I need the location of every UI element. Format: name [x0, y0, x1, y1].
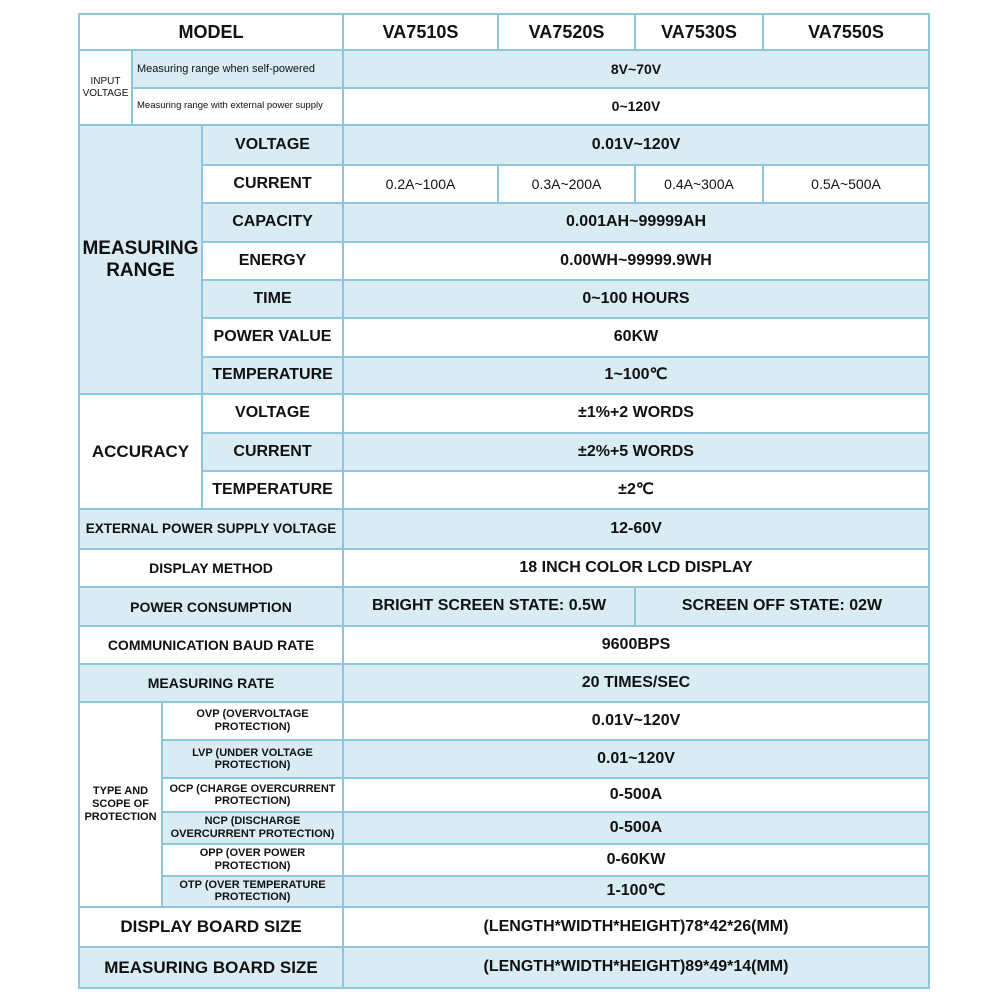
mr-energy-row: [79, 242, 929, 280]
ovp-label: OVP (OVERVOLTAGE PROTECTION): [162, 702, 343, 740]
mr-current-va7510s: 0.2A~100A: [343, 165, 498, 203]
external-supply-label: Measuring range with external power supply: [132, 88, 343, 125]
ocp-value: 0-500A: [343, 778, 929, 811]
self-powered-label: Measuring range when self-powered: [132, 50, 343, 87]
mr-voltage-row: [79, 125, 929, 164]
lvp-label: LVP (UNDER VOLTAGE PROTECTION): [162, 740, 343, 778]
display-method-value: 18 INCH COLOR LCD DISPLAY: [343, 549, 929, 587]
self-powered-value: 8V~70V: [343, 50, 929, 87]
acc-temperature-value: ±2℃: [343, 471, 929, 509]
display-board-label: DISPLAY BOARD SIZE: [79, 907, 343, 947]
mr-current-row: [79, 165, 929, 203]
mr-power-value: 60KW: [343, 318, 929, 356]
otp-value: 1-100℃: [343, 876, 929, 907]
acc-voltage-label: VOLTAGE: [202, 394, 343, 432]
input-voltage-label: INPUT VOLTAGE: [79, 50, 132, 125]
mr-energy-value: 0.00WH~99999.9WH: [343, 242, 929, 280]
mr-current-va7530s: 0.4A~300A: [635, 165, 763, 203]
ncp-row: [79, 812, 929, 844]
display-method-label: DISPLAY METHOD: [79, 549, 343, 587]
opp-label: OPP (OVER POWER PROTECTION): [162, 844, 343, 875]
mr-current-va7520s: 0.3A~200A: [498, 165, 635, 203]
accuracy-label: ACCURACY: [79, 394, 202, 509]
external-supply-voltage-label: EXTERNAL POWER SUPPLY VOLTAGE: [79, 509, 343, 548]
mr-current-label: CURRENT: [202, 165, 343, 203]
mr-current-va7550s: 0.5A~500A: [763, 165, 929, 203]
ovp-value: 0.01V~120V: [343, 702, 929, 740]
header-row: [79, 14, 929, 50]
power-consumption-row: [79, 587, 929, 625]
acc-voltage-row: [79, 394, 929, 432]
model-va7510s: VA7510S: [343, 14, 498, 50]
model-va7550s: VA7550S: [763, 14, 929, 50]
lvp-value: 0.01~120V: [343, 740, 929, 778]
display-board-value: (LENGTH*WIDTH*HEIGHT)78*42*26(MM): [343, 907, 929, 947]
input-voltage-row-1: [79, 50, 929, 87]
external-supply-row: [79, 509, 929, 548]
mr-time-label: TIME: [202, 280, 343, 318]
mr-energy-label: ENERGY: [202, 242, 343, 280]
measuring-rate-label: MEASURING RATE: [79, 664, 343, 701]
ncp-label: NCP (DISCHARGE OVERCURRENT PROTECTION): [162, 812, 343, 844]
measuring-rate-value: 20 TIMES/SEC: [343, 664, 929, 701]
model-label: MODEL: [79, 14, 343, 50]
mr-temperature-label: TEMPERATURE: [202, 357, 343, 394]
baud-rate-row: [79, 626, 929, 664]
ncp-value: 0-500A: [343, 812, 929, 844]
measuring-board-row: [79, 947, 929, 988]
external-supply-value: 0~120V: [343, 88, 929, 125]
acc-current-row: [79, 433, 929, 471]
mr-voltage-label: VOLTAGE: [202, 125, 343, 164]
acc-voltage-value: ±1%+2 WORDS: [343, 394, 929, 432]
measuring-rate-row: [79, 664, 929, 701]
mr-capacity-value: 0.001AH~99999AH: [343, 203, 929, 241]
baud-rate-value: 9600BPS: [343, 626, 929, 664]
model-va7530s: VA7530S: [635, 14, 763, 50]
measuring-board-label: MEASURING BOARD SIZE: [79, 947, 343, 988]
ovp-row: [79, 702, 929, 740]
mr-time-row: [79, 280, 929, 318]
protection-label: TYPE AND SCOPE OF PROTECTION: [79, 702, 162, 907]
mr-temperature-row: [79, 357, 929, 394]
acc-temperature-row: [79, 471, 929, 509]
external-supply-voltage-value: 12-60V: [343, 509, 929, 548]
bright-screen-value: BRIGHT SCREEN STATE: 0.5W: [343, 587, 635, 625]
screen-off-value: SCREEN OFF STATE: 02W: [635, 587, 929, 625]
mr-capacity-row: [79, 203, 929, 241]
display-board-row: [79, 907, 929, 947]
acc-temperature-label: TEMPERATURE: [202, 471, 343, 509]
lvp-row: [79, 740, 929, 778]
otp-row: [79, 876, 929, 907]
spec-table: [78, 13, 930, 989]
mr-time-value: 0~100 HOURS: [343, 280, 929, 318]
mr-power-row: [79, 318, 929, 356]
otp-label: OTP (OVER TEMPERATURE PROTECTION): [162, 876, 343, 907]
acc-current-label: CURRENT: [202, 433, 343, 471]
model-va7520s: VA7520S: [498, 14, 635, 50]
measuring-board-value: (LENGTH*WIDTH*HEIGHT)89*49*14(MM): [343, 947, 929, 988]
opp-value: 0-60KW: [343, 844, 929, 875]
power-consumption-label: POWER CONSUMPTION: [79, 587, 343, 625]
baud-rate-label: COMMUNICATION BAUD RATE: [79, 626, 343, 664]
ocp-label: OCP (CHARGE OVERCURRENT PROTECTION): [162, 778, 343, 811]
display-method-row: [79, 549, 929, 587]
acc-current-value: ±2%+5 WORDS: [343, 433, 929, 471]
mr-voltage-value: 0.01V~120V: [343, 125, 929, 164]
input-voltage-row-2: [79, 88, 929, 125]
mr-temperature-value: 1~100℃: [343, 357, 929, 394]
mr-power-label: POWER VALUE: [202, 318, 343, 356]
opp-row: [79, 844, 929, 875]
ocp-row: [79, 778, 929, 811]
mr-capacity-label: CAPACITY: [202, 203, 343, 241]
measuring-range-label: MEASURING RANGE: [79, 125, 202, 394]
